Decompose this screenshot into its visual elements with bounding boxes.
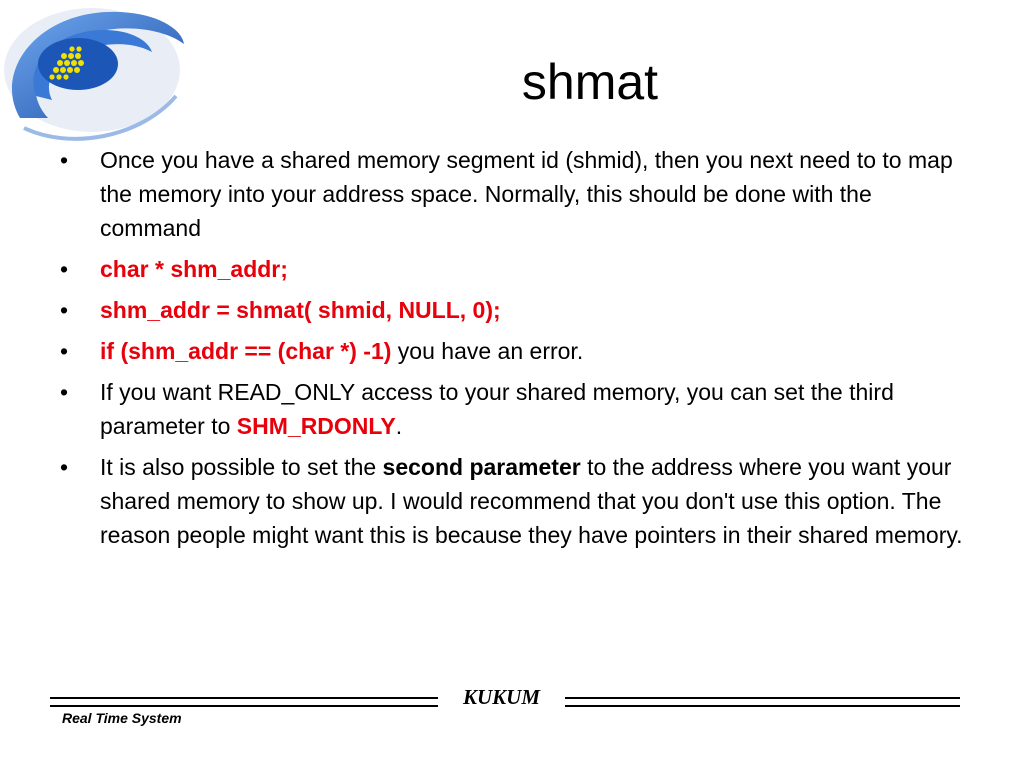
- code-snippet-text: char * shm_addr;: [100, 256, 288, 282]
- code-snippet-text: if (shm_addr == (char *) -1): [100, 338, 392, 364]
- bullet-text: Once you have a shared memory segment id (shmid), then you next need to to map the memory into your address space. Normally, this should be done with the command: [100, 147, 953, 241]
- bullet-text: you have an error.: [391, 338, 584, 364]
- slide-title: shmat: [521, 54, 659, 110]
- bullet-marker: •: [60, 379, 69, 405]
- bullet-marker: •: [60, 147, 69, 173]
- bullet-marker: •: [60, 454, 69, 480]
- bullet-marker: •: [60, 297, 69, 323]
- bullet-marker: •: [60, 256, 69, 282]
- code-snippet-text: shm_addr = shmat( shmid, NULL, 0);: [100, 297, 501, 323]
- footer-course-name: Real Time System: [62, 710, 182, 726]
- bullet-item: [58, 252, 978, 286]
- bullet-text: to the address where you want your shared memory to show up. I would recommend that you don't use this option. The reason people might want this is because they have pointers in their shared memory.: [100, 454, 963, 548]
- footer-divider-left: [50, 697, 438, 707]
- bullet-item: [58, 293, 978, 327]
- bullet-item: [58, 334, 978, 368]
- bullet-item: [58, 143, 978, 245]
- footer-label: KUKUM: [462, 685, 541, 709]
- footer-divider-right: [565, 697, 960, 707]
- emphasis-text: second parameter: [382, 454, 581, 480]
- code-snippet-text: SHM_RDONLY: [236, 413, 396, 439]
- bullet-text: If you want READ_ONLY access to your shared memory, you can set the third parameter to: [100, 379, 894, 439]
- bullet-marker: •: [60, 338, 69, 364]
- bullet-list: [58, 143, 978, 559]
- bullet-item: [58, 450, 978, 552]
- bullet-text: .: [395, 413, 403, 439]
- bullet-text: It is also possible to set the: [100, 454, 383, 480]
- swirl-logo-icon: [0, 0, 190, 150]
- bullet-item: [58, 375, 978, 443]
